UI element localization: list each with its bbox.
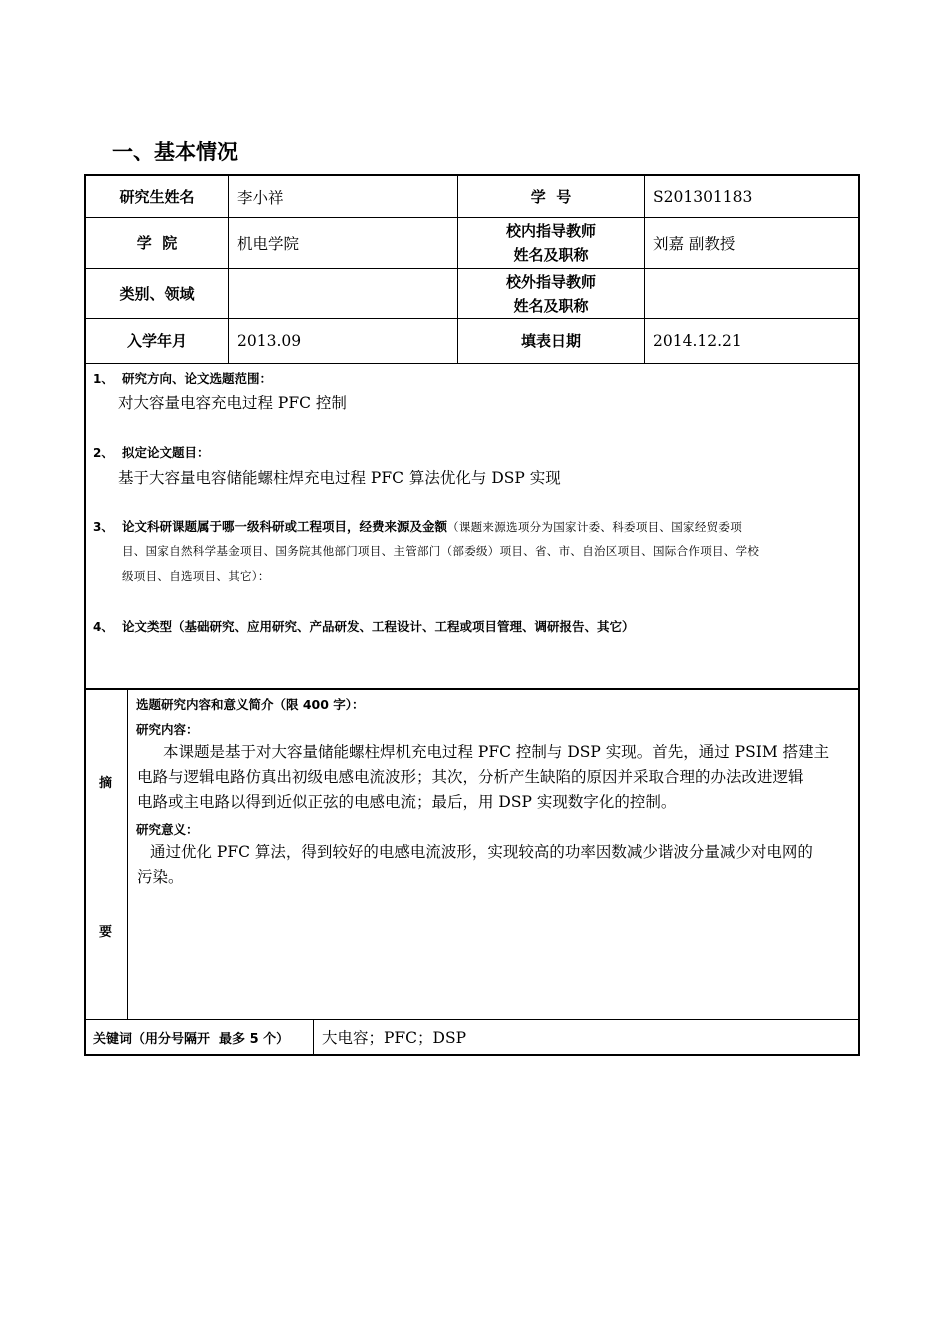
col-divider <box>313 1019 314 1055</box>
keywords-label-text: 关键词（用分号隔开 最多 5 个） <box>93 1031 290 1047</box>
enroll-label: 入学年月 <box>126 332 187 350</box>
inner-advisor-label-line1: 校内指导教师 <box>505 222 596 240</box>
item-title-text: 论文科研课题属于哪一级科研或工程项目，经费来源及金额 <box>122 519 448 534</box>
meaning-label: 研究意义： <box>136 822 199 837</box>
item-number: 2、 <box>93 446 114 460</box>
enroll-value: 2013.09 <box>237 332 302 350</box>
outer-advisor-label-line2: 姓名及职称 <box>513 296 589 315</box>
abstract-heading: 选题研究内容和意义简介（限 400 字）： <box>136 697 365 712</box>
keywords-value: 大电容；PFC；DSP <box>322 1029 467 1047</box>
inner-advisor-label-line2: 姓名及职称 <box>513 246 589 264</box>
item-title: 研究方向、论文选题范围： <box>122 371 273 386</box>
col-divider <box>127 689 128 1019</box>
item-note: 级项目、自选项目、其它）： <box>122 569 270 583</box>
name-label: 研究生姓名 <box>119 187 195 206</box>
content-line: 本课题是基于对大容量储能螺柱焊机充电过程 PFC 控制与 DSP 实现。首先，通过 PSIM 搭建主 <box>163 743 830 761</box>
inner-advisor-label <box>458 218 644 268</box>
student-id-value: S201301183 <box>653 187 753 206</box>
meaning-line: 污染。 <box>137 868 184 886</box>
school-label: 学 院 <box>136 234 178 252</box>
school-value: 机电学院 <box>237 235 300 253</box>
item-number: 4、 <box>93 620 114 634</box>
section-title: 一、基本情况 <box>112 140 238 164</box>
content-label: 研究内容： <box>136 722 199 737</box>
item-number: 3、 <box>93 520 114 534</box>
name-value: 李小祥 <box>237 188 284 207</box>
fill-date-value: 2014.12.21 <box>653 332 742 350</box>
abstract-side-label: 摘 <box>99 776 113 791</box>
inner-advisor-value: 刘嘉 副教授 <box>653 235 736 253</box>
outer-advisor-label-line1: 校外指导教师 <box>505 272 596 291</box>
keywords-label <box>93 1020 313 1054</box>
meaning-line: 通过优化 PFC 算法，得到较好的电感电流波形，实现较高的功率因数减少谐波分量减少对电网的 <box>150 843 813 861</box>
student-id-label: 学 号 <box>530 187 572 206</box>
category-value <box>229 269 457 318</box>
outer-advisor-label <box>458 269 644 318</box>
item-number: 1、 <box>93 372 114 386</box>
content-line: 电路与逻辑电路仿真出初级电感电流波形；其次，分析产生缺陷的原因并采取合理的办法改进逻辑 <box>137 768 804 786</box>
item-text: 基于大容量电容储能螺柱焊充电过程 PFC 算法优化与 DSP 实现 <box>118 469 561 487</box>
item-note: 目、国家自然科学基金项目、国务院其他部门项目、主管部门（部委级）项目、省、市、自治区项目、国际合作项目、学校 <box>122 544 760 558</box>
item-title: 拟定论文题目： <box>122 445 210 460</box>
abstract-side-label: 要 <box>99 925 113 940</box>
fill-date-label: 填表日期 <box>520 332 581 350</box>
item-note: （课题来源选项分为国家计委、科委项目、国家经贸委项 <box>447 520 743 534</box>
item-title <box>122 517 742 535</box>
outer-advisor-value <box>645 269 858 318</box>
item-title: 论文类型（基础研究、应用研究、产品研发、工程设计、工程或项目管理、调研报告、其它） <box>122 619 635 634</box>
row-divider <box>84 688 860 690</box>
category-label: 类别、领域 <box>119 284 195 303</box>
item-text: 对大容量电容充电过程 PFC 控制 <box>118 394 347 412</box>
content-line: 电路或主电路以得到近似正弦的电感电流；最后，用 DSP 实现数字化的控制。 <box>137 793 677 811</box>
row-divider <box>84 363 860 364</box>
